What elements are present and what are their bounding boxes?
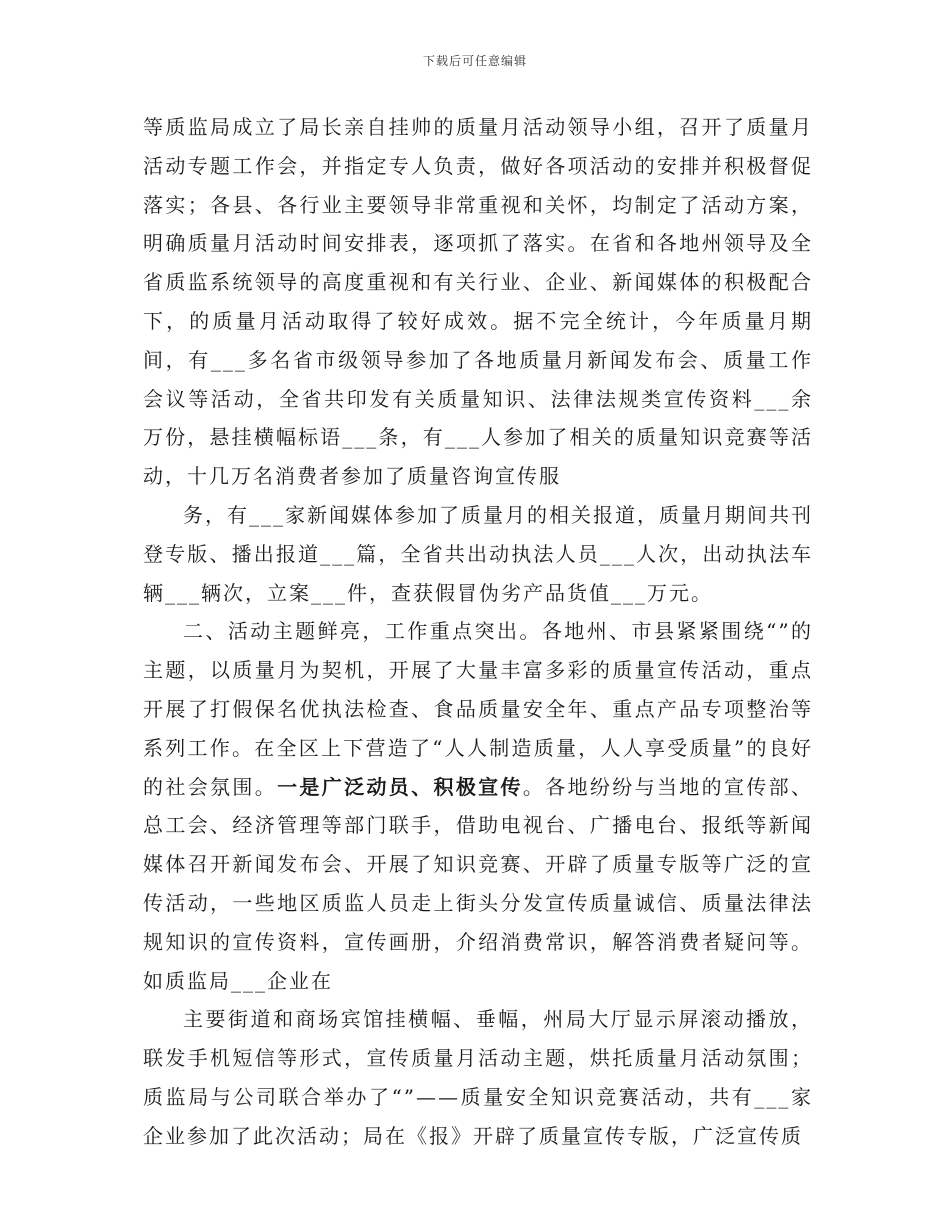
paragraph-3 [143, 612, 813, 1000]
paragraph-3-lead: 二、活动主题鲜亮，工作重点突出。各地州、市县紧紧围绕“”的主题，以质量月为契机，开展了大量丰富多彩的质量宣传活动，重点开展了打假保名优执法检查、食品质量安全年、重点产品专项整治等系列工作。在全区上下营造了“人人制造质量，人人享受质量”的良好的社会氛围。 [143, 619, 813, 799]
paragraph-2: 务，有___家新闻媒体参加了质量月的相关报道，质量月期间共刊登专版、播出报道___篇，全省共出动执法人员___人次，出动执法车辆___辆次，立案___件，查获假冒伪劣产品货值___万元。 [143, 502, 813, 605]
paragraph-3-rest: 。各地纷纷与当地的宣传部、总工会、经济管理等部门联手，借助电视台、广播电台、报纸等新闻媒体召开新闻发布会、开展了知识竞赛、开辟了质量专版等广泛的宣传活动，一些地区质监人员走上街头分发宣传质量诚信、质量法律法规知识的宣传资料，宣传画册，介绍消费常识，解答消费者疑问等。如质监局___企业在 [143, 774, 814, 993]
document-body [143, 108, 813, 1156]
page-header: 下载后可任意编辑 [422, 54, 527, 68]
paragraph-3-bold-heading: 一是广泛动员、积极宣传 [277, 774, 523, 799]
paragraph-1: 等质监局成立了局长亲自挂帅的质量月活动领导小组，召开了质量月活动专题工作会，并指定专人负责，做好各项活动的安排并积极督促落实；各县、各行业主要领导非常重视和关怀，均制定了活动方案，明确质量月活动时间安排表，逐项抓了落实。在省和各地州领导及全省质监系统领导的高度重视和有关行业、企业、新闻媒体的积极配合下，的质量月活动取得了较好成效。据不完全统计，今年质量月期间，有___多名省市级领导参加了各地质量月新闻发布会、质量工作会议等活动，全省共印发有关质量知识、法律法规类宣传资料___余万份，悬挂横幅标语___条，有___人参加了相关的质量知识竞赛等活动，十几万名消费者参加了质量咨询宣传服 [143, 115, 813, 489]
paragraph-4: 主要街道和商场宾馆挂横幅、垂幅，州局大厅显示屏滚动播放，联发手机短信等形式，宣传质量月活动主题，烘托质量月活动氛围；质监局与公司联合举办了“”——质量安全知识竞赛活动，共有___家企业参加了此次活动；局在《报》开辟了质量宣传专版，广泛宣传质 [143, 1007, 813, 1148]
